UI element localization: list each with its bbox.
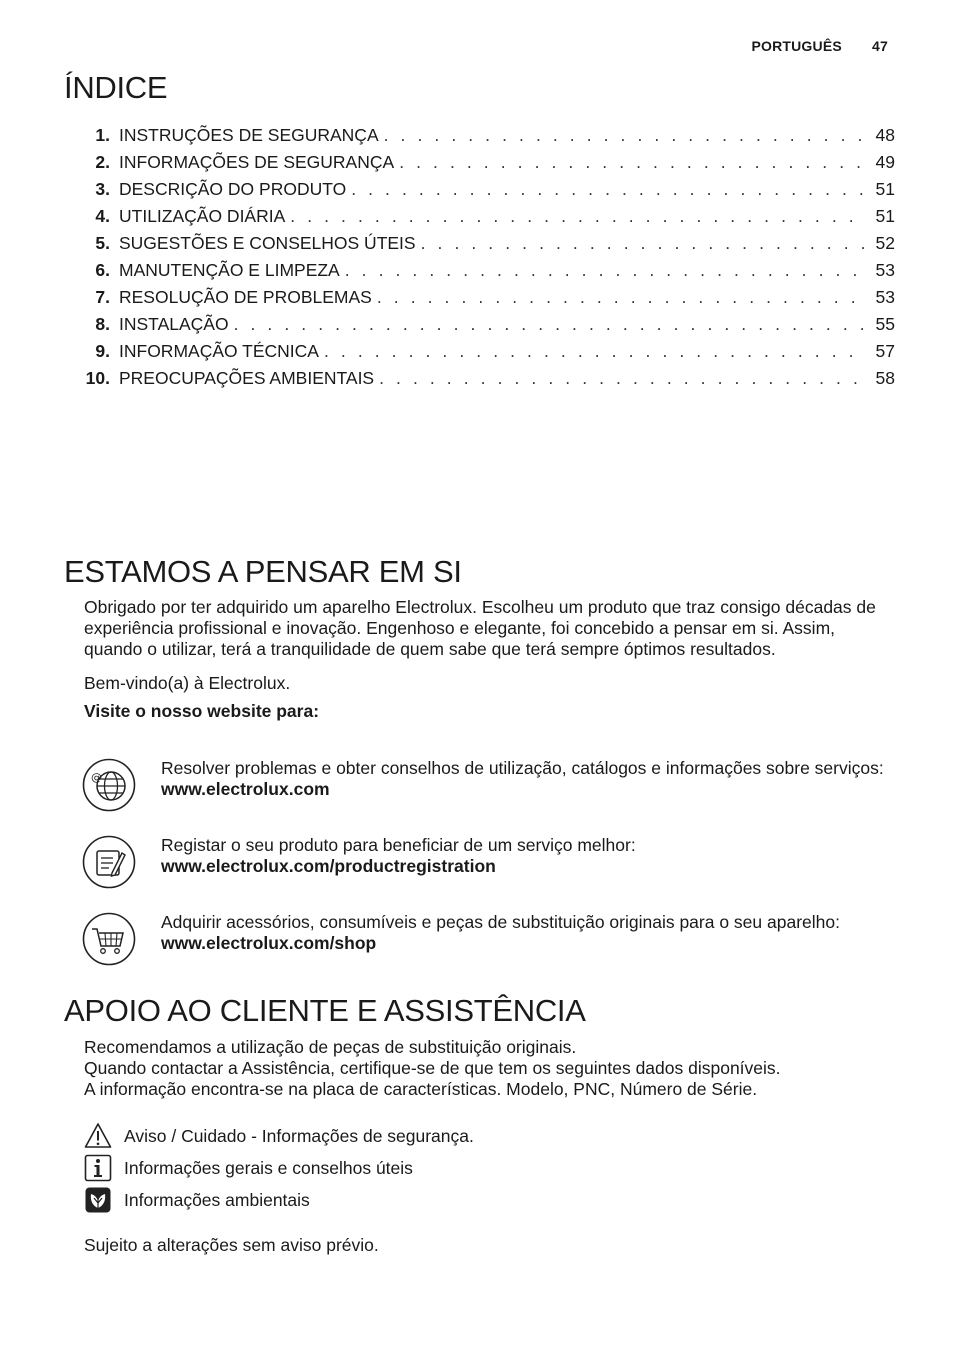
service-link[interactable]: www.electrolux.com bbox=[161, 779, 330, 799]
service-text bbox=[161, 835, 636, 889]
toc-number: 3. bbox=[95, 179, 110, 199]
legend-warning bbox=[84, 1122, 474, 1150]
toc-leader bbox=[351, 179, 867, 200]
toc-leader bbox=[234, 314, 867, 335]
support-line: Quando contactar a Assistência, certifique-se de que tem os seguintes dados disponíveis. bbox=[84, 1058, 781, 1078]
toc-item[interactable] bbox=[80, 152, 895, 179]
register-icon bbox=[82, 835, 136, 889]
toc-number: 2. bbox=[95, 152, 110, 172]
thinking-title: ESTAMOS A PENSAR EM SI bbox=[64, 554, 462, 589]
toc-title: MANUTENÇÃO E LIMPEZA bbox=[119, 260, 340, 280]
toc-number: 10. bbox=[85, 368, 110, 388]
toc-page: 51 bbox=[875, 179, 895, 199]
toc-item[interactable] bbox=[80, 179, 895, 206]
globe-icon bbox=[82, 758, 136, 812]
legend-text: Aviso / Cuidado - Informações de segurança. bbox=[124, 1125, 474, 1146]
toc-item[interactable] bbox=[80, 125, 895, 152]
toc-number: 8. bbox=[95, 314, 110, 334]
toc-title: INFORMAÇÃO TÉCNICA bbox=[119, 341, 319, 361]
language-label: PORTUGUÊS bbox=[751, 38, 842, 54]
toc-page: 49 bbox=[875, 152, 895, 172]
toc-page: 55 bbox=[875, 314, 895, 334]
service-support bbox=[82, 758, 894, 812]
service-shop bbox=[82, 912, 894, 966]
toc-leader bbox=[345, 260, 867, 281]
service-link[interactable]: www.electrolux.com/shop bbox=[161, 933, 377, 953]
cart-icon bbox=[82, 912, 136, 966]
toc-title: PREOCUPAÇÕES AMBIENTAIS bbox=[119, 368, 375, 388]
toc-item[interactable] bbox=[80, 314, 895, 341]
toc-page: 51 bbox=[875, 206, 895, 226]
toc-number: 4. bbox=[95, 206, 110, 226]
toc-title: INFORMAÇÕES DE SEGURANÇA bbox=[119, 152, 395, 172]
toc-item[interactable] bbox=[80, 287, 895, 314]
toc-item[interactable] bbox=[80, 233, 895, 260]
footer-note: Sujeito a alterações sem aviso prévio. bbox=[84, 1235, 379, 1255]
toc-title: SUGESTÕES E CONSELHOS ÚTEIS bbox=[119, 233, 416, 253]
svg-text:@: @ bbox=[91, 771, 102, 784]
toc-title: UTILIZAÇÃO DIÁRIA bbox=[119, 206, 286, 226]
page-header bbox=[751, 38, 888, 54]
support-text bbox=[84, 1037, 884, 1100]
service-link[interactable]: www.electrolux.com/productregistration bbox=[161, 856, 496, 876]
toc-title: INSTALAÇÃO bbox=[119, 314, 229, 334]
legend-text: Informações ambientais bbox=[124, 1189, 310, 1210]
toc-leader bbox=[421, 233, 867, 254]
table-of-contents bbox=[80, 125, 895, 395]
toc-page: 53 bbox=[875, 260, 895, 280]
toc-item[interactable] bbox=[80, 341, 895, 368]
toc-page: 53 bbox=[875, 287, 895, 307]
support-title: APOIO AO CLIENTE E ASSISTÊNCIA bbox=[64, 993, 586, 1028]
toc-title: DESCRIÇÃO DO PRODUTO bbox=[119, 179, 347, 199]
toc-leader bbox=[377, 287, 867, 308]
toc-title: RESOLUÇÃO DE PROBLEMAS bbox=[119, 287, 372, 307]
toc-leader bbox=[290, 206, 867, 227]
toc-item[interactable] bbox=[80, 368, 895, 395]
support-line: A informação encontra-se na placa de características. Modelo, PNC, Número de Série. bbox=[84, 1079, 758, 1099]
legend-text: Informações gerais e conselhos úteis bbox=[124, 1157, 413, 1178]
intro-paragraph: Obrigado por ter adquirido um aparelho Electrolux. Escolheu um produto que traz consigo décadas de experiência profissional e inovação. Engenhoso e elegante, foi concebido a pensar em si. Assim, quando o utilizar, terá a tranquilidade de quem sabe que terá sempre óptimos resultados. bbox=[84, 597, 876, 659]
toc-number: 7. bbox=[95, 287, 110, 307]
toc-leader bbox=[384, 125, 867, 146]
service-register bbox=[82, 835, 894, 889]
toc-page: 48 bbox=[875, 125, 895, 145]
visit-label: Visite o nosso website para: bbox=[84, 701, 320, 721]
toc-page: 57 bbox=[875, 341, 895, 361]
service-description: Registar o seu produto para beneficiar de um serviço melhor: bbox=[161, 835, 636, 855]
toc-item[interactable] bbox=[80, 206, 895, 233]
toc-leader bbox=[379, 368, 867, 389]
service-description: Adquirir acessórios, consumíveis e peças de substituição originais para o seu aparelho: bbox=[161, 912, 840, 932]
toc-leader bbox=[399, 152, 867, 173]
legend-info bbox=[84, 1154, 413, 1182]
page-number: 47 bbox=[872, 38, 888, 54]
toc-number: 6. bbox=[95, 260, 110, 280]
toc-page: 52 bbox=[875, 233, 895, 253]
info-icon bbox=[84, 1154, 112, 1182]
environment-icon bbox=[84, 1186, 112, 1214]
support-line: Recomendamos a utilização de peças de substituição originais. bbox=[84, 1037, 577, 1057]
toc-title: INSTRUÇÕES DE SEGURANÇA bbox=[119, 125, 379, 145]
service-description: Resolver problemas e obter conselhos de utilização, catálogos e informações sobre serviços: bbox=[161, 758, 884, 778]
toc-number: 5. bbox=[95, 233, 110, 253]
index-title: ÍNDICE bbox=[64, 70, 168, 105]
warning-icon bbox=[84, 1122, 112, 1150]
service-text bbox=[161, 758, 884, 812]
welcome-text: Bem-vindo(a) à Electrolux. bbox=[84, 673, 291, 693]
toc-number: 9. bbox=[95, 341, 110, 361]
toc-leader bbox=[324, 341, 867, 362]
service-text bbox=[161, 912, 840, 966]
intro-block bbox=[84, 597, 884, 722]
toc-number: 1. bbox=[95, 125, 110, 145]
toc-page: 58 bbox=[875, 368, 895, 388]
toc-item[interactable] bbox=[80, 260, 895, 287]
legend-environment bbox=[84, 1186, 310, 1214]
